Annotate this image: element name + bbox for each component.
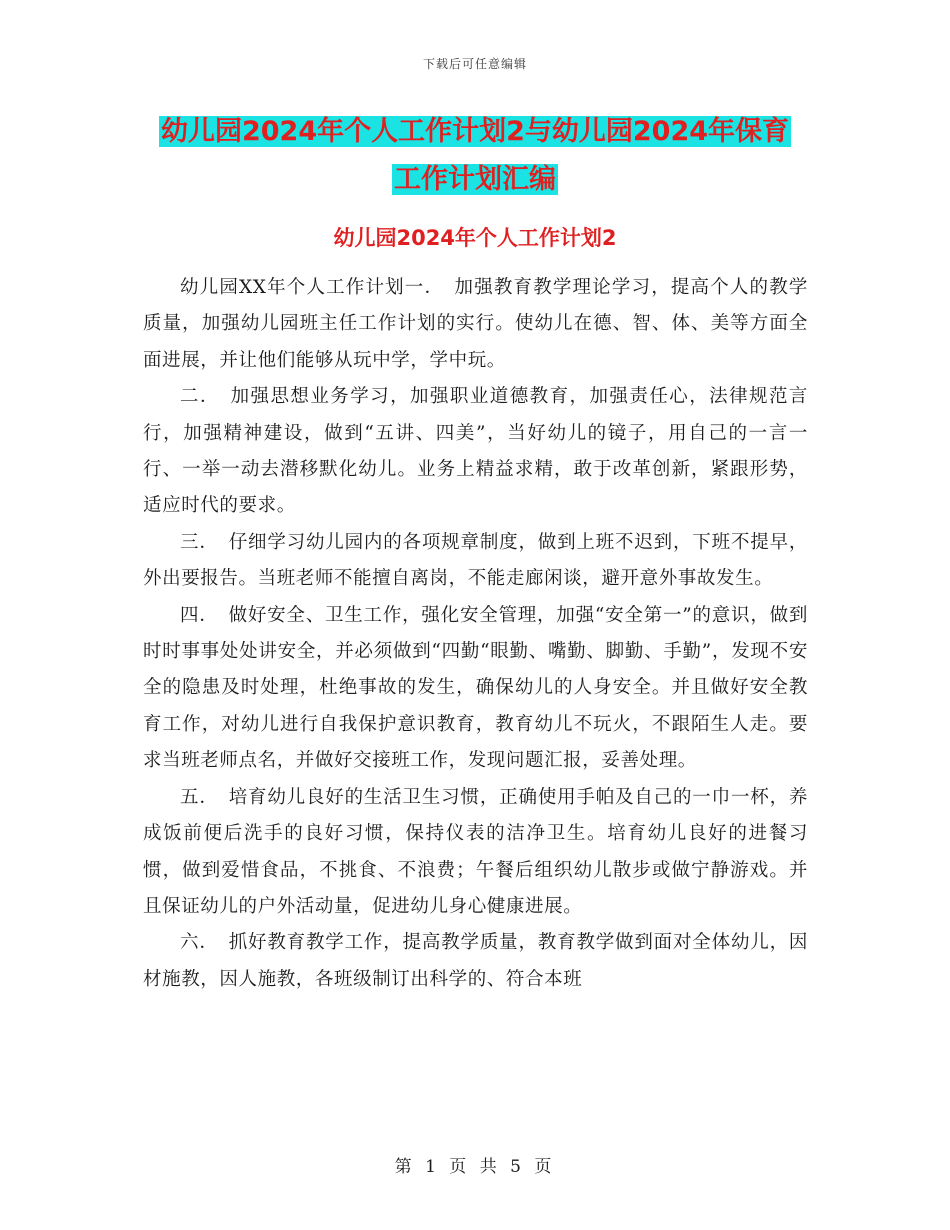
- document-title-line-1: 幼儿园2024年个人工作计划2与幼儿园2024年保育: [160, 116, 790, 147]
- paragraph-4: 四． 做好安全、卫生工作，强化安全管理，加强“安全第一”的意识，做到时时事事处处讲安全，并必须做到“四勤“眼勤、嘴勤、脚勤、手勤”，发现不安全的隐患及时处理，杜绝事故的发生，确保幼儿的人身安全。并且做好安全教育工作，对幼儿进行自我保护意识教育，教育幼儿不玩火，不跟陌生人走。要求当班老师点名，并做好交接班工作，发现问题汇报，妥善处理。: [143, 604, 808, 772]
- paragraph-5: 五． 培育幼儿良好的生活卫生习惯，正确使用手帕及自己的一巾一杯，养成饭前便后洗手的良好习惯，保持仪表的洁净卫生。培育幼儿良好的进餐习惯，做到爱惜食品，不挑食、不浪费；午餐后组织幼儿散步或做宁静游戏。并且保证幼儿的户外活动量，促进幼儿身心健康进展。: [143, 786, 808, 917]
- paragraph-2: 二． 加强思想业务学习，加强职业道德教育，加强责任心，法律规范言行，加强精神建设，做到“五讲、四美”，当好幼儿的镜子，用自己的一言一行、一举一动去潜移默化幼儿。业务上精益求精，敢于改革创新，紧跟形势，适应时代的要求。: [143, 386, 808, 517]
- paragraph-1: 幼儿园XX年个人工作计划一． 加强教育教学理论学习，提高个人的教学质量，加强幼儿园班主任工作计划的实行。使幼儿在德、智、体、美等方面全面进展，并让他们能够从玩中学，学中玩。: [143, 277, 808, 371]
- body-text: [143, 270, 808, 998]
- header-note: 下载后可任意编辑: [422, 57, 527, 71]
- section-title: 幼儿园2024年个人工作计划2: [333, 226, 617, 250]
- page-footer: 第 1 页 共 5 页: [394, 1157, 556, 1177]
- document-title: [140, 108, 810, 204]
- paragraph-6: 六． 抓好教育教学工作，提高教学质量，教育教学做到面对全体幼儿，因材施教，因人施教，各班级制订出科学的、符合本班: [143, 932, 808, 990]
- paragraph-3: 三． 仔细学习幼儿园内的各项规章制度，做到上班不迟到，下班不提早，外出要报告。当班老师不能擅自离岗，不能走廊闲谈，避开意外事故发生。: [143, 531, 808, 590]
- document-title-line-2: 工作计划汇编: [394, 164, 556, 195]
